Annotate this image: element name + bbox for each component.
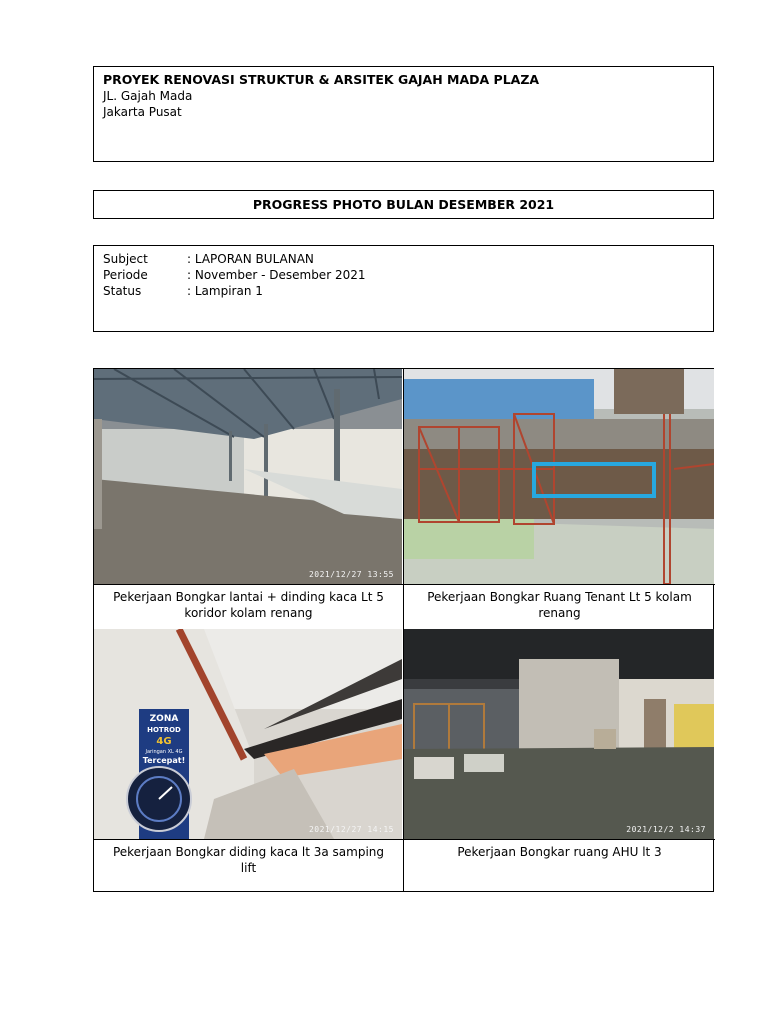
photo-timestamp: 2021/12/2 14:37 xyxy=(626,825,706,834)
billboard-text: ZONA xyxy=(149,714,179,724)
meta-row-periode xyxy=(103,267,704,283)
meta-value: : November - Desember 2021 xyxy=(187,268,366,282)
photo-tenant-room xyxy=(404,369,714,584)
meta-row-subject xyxy=(103,251,704,267)
meta-key: Status xyxy=(103,284,142,298)
photo-caption: Pekerjaan Bongkar Ruang Tenant Lt 5 kolam renang xyxy=(404,584,715,629)
report-meta xyxy=(93,245,714,332)
billboard-text: Tercepat! xyxy=(142,756,186,765)
billboard-text: Jaringan XL 4G xyxy=(145,749,183,755)
project-title: PROYEK RENOVASI STRUKTUR & ARSITEK GAJAH MADA PLAZA xyxy=(103,72,540,87)
billboard-text: HOTROD xyxy=(147,726,181,734)
photo-ahu-room xyxy=(404,629,714,839)
photo-caption: Pekerjaan Bongkar ruang AHU lt 3 xyxy=(404,839,715,893)
meta-key: Periode xyxy=(103,268,148,282)
report-title: PROGRESS PHOTO BULAN DESEMBER 2021 xyxy=(93,190,714,219)
photo-caption: Pekerjaan Bongkar lantai + dinding kaca Lt 5 koridor kolam renang xyxy=(94,584,403,629)
meta-row-status xyxy=(103,283,704,299)
meta-value: : Lampiran 1 xyxy=(187,284,263,298)
project-city: Jakarta Pusat xyxy=(103,105,182,119)
photo-timestamp: 2021/12/27 13:55 xyxy=(308,570,394,579)
meta-key: Subject xyxy=(103,252,148,266)
photo-caption: Pekerjaan Bongkar diding kaca lt 3a samping lift xyxy=(94,839,403,893)
photo-pool-corridor xyxy=(94,369,402,584)
meta-value: : LAPORAN BULANAN xyxy=(187,252,314,266)
project-header xyxy=(93,66,714,162)
billboard-text: 4G xyxy=(156,736,172,747)
grid-divider xyxy=(403,369,404,891)
photo-grid xyxy=(93,368,714,892)
photo-timestamp: 2021/12/27 14:15 xyxy=(308,825,394,834)
project-street: JL. Gajah Mada xyxy=(103,89,193,103)
photo-lift-glass-wall xyxy=(94,629,402,839)
